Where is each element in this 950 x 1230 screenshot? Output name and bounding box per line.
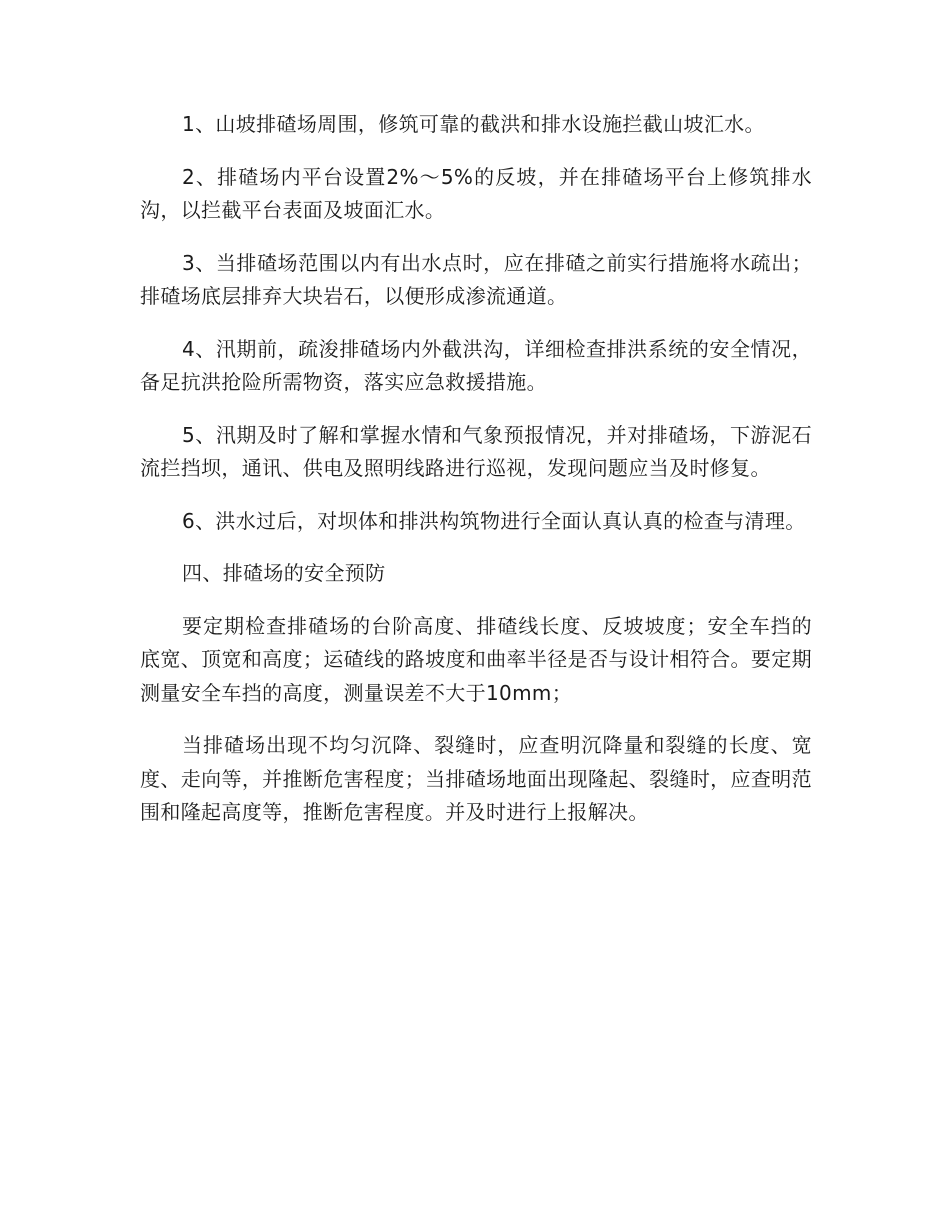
paragraph-2: 2、排碴场内平台设置2%～5%的反坡，并在排碴场平台上修筑排水沟，以拦截平台表面及坡面汇水。 (140, 164, 812, 222)
document-body (140, 108, 812, 849)
paragraph-4: 4、汛期前，疏浚排碴场内外截洪沟，详细检查排洪系统的安全情况，备足抗洪抢险所需物资，落实应急救援措施。 (140, 336, 812, 394)
paragraph-5: 5、汛期及时了解和掌握水情和气象预报情况，并对排碴场，下游泥石流拦挡坝，通讯、供电及照明线路进行巡视，发现问题应当及时修复。 (140, 422, 812, 480)
paragraph-1: 1、山坡排碴场周围，修筑可靠的截洪和排水设施拦截山坡汇水。 (182, 112, 765, 136)
paragraph-6: 6、洪水过后，对坝体和排洪构筑物进行全面认真认真的检查与清理。 (182, 508, 806, 533)
section-paragraph-2: 当排碴场出现不均匀沉降、裂缝时，应查明沉降量和裂缝的长度、宽度、走向等，并推断危害程度；当排碴场地面出现隆起、裂缝时，应查明范围和隆起高度等，推断危害程度。并及时进行上报解决。 (140, 733, 812, 824)
section-paragraph-1: 要定期检查排碴场的台阶高度、排碴线长度、反坡坡度；安全车挡的底宽、顶宽和高度；运碴线的路坡度和曲率半径是否与设计相符合。要定期测量安全车挡的高度，测量误差不大于10mm； (140, 613, 812, 705)
paragraph-3: 3、当排碴场范围以内有出水点时，应在排碴之前实行措施将水疏出；排碴场底层排弃大块岩石，以便形成渗流通道。 (140, 250, 812, 308)
section-heading: 四、排碴场的安全预防 (182, 561, 386, 585)
